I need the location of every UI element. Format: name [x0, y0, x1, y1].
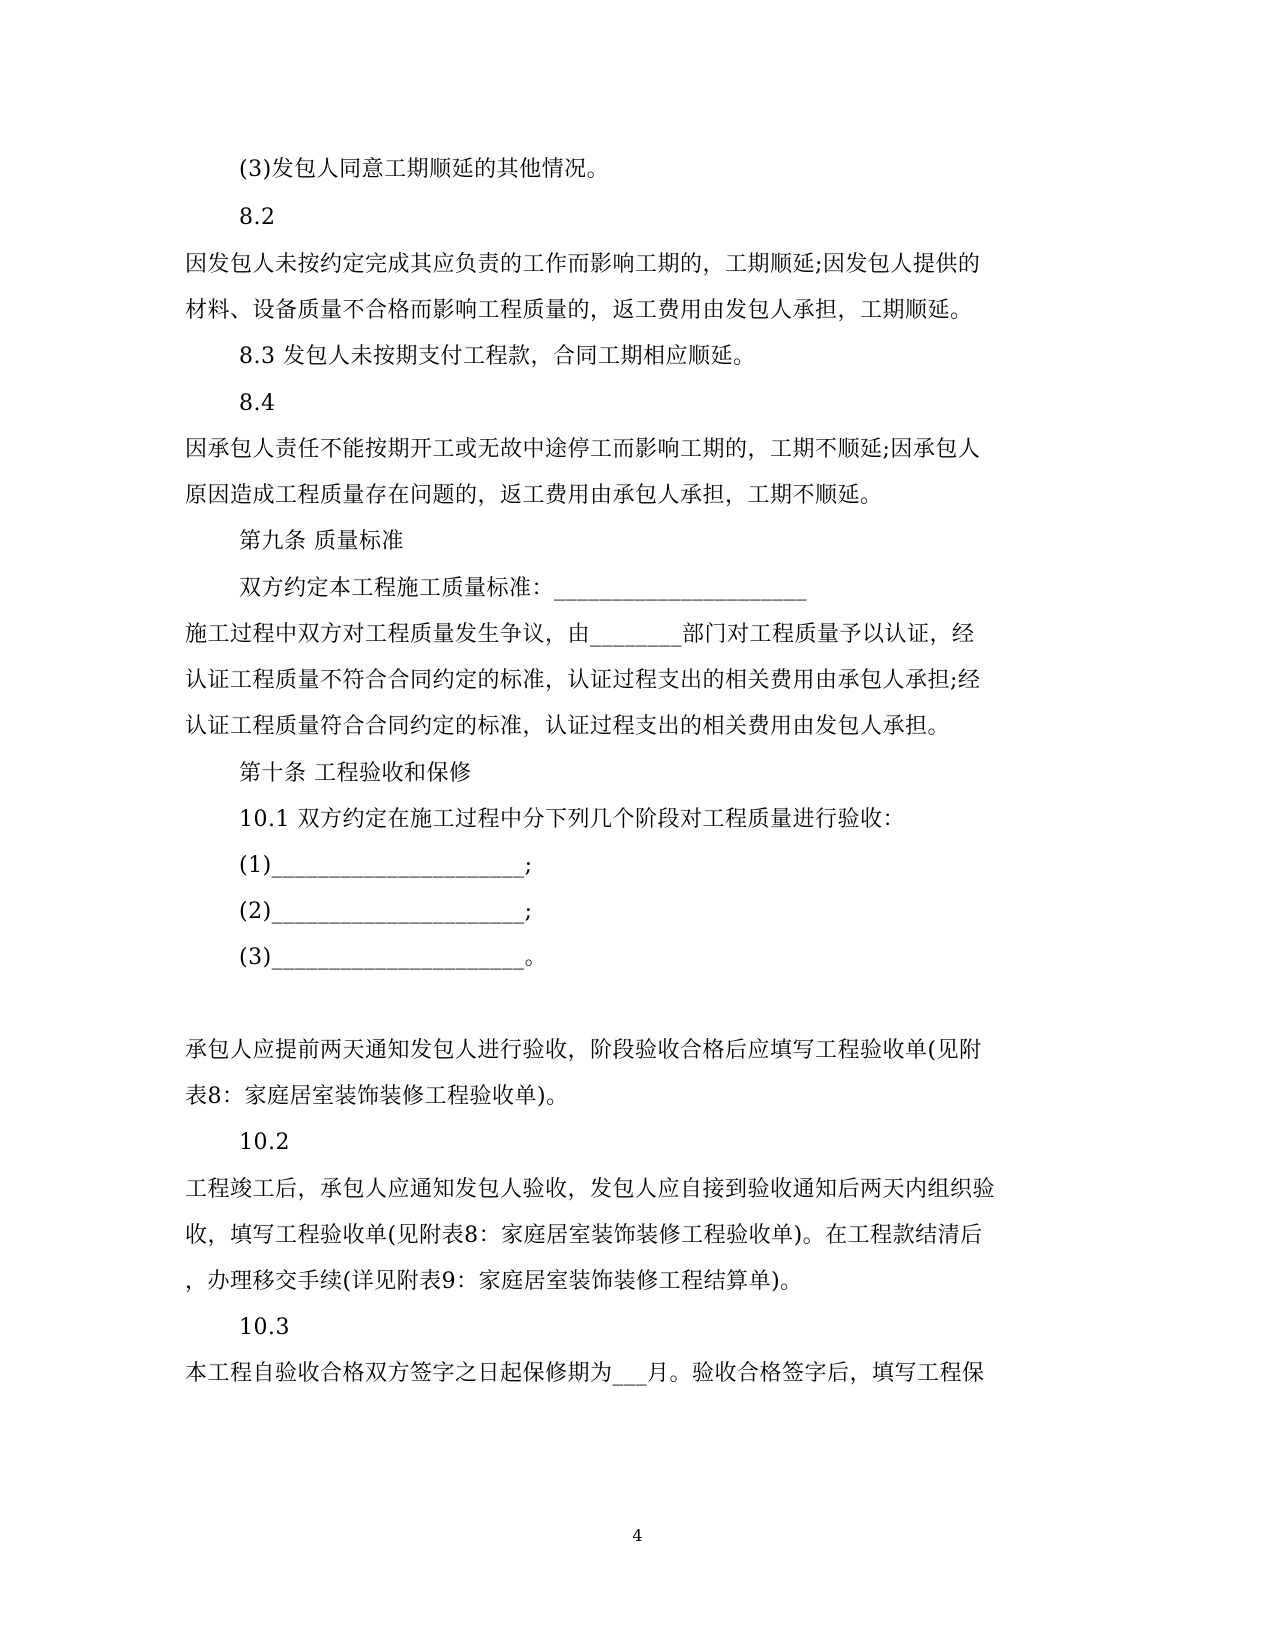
page-number: 4 — [632, 1526, 643, 1545]
text-line: 施工过程中双方对工程质量发生争议，由________部门对工程质量予以认证，经 — [185, 622, 975, 647]
text-line: 认证工程质量符合合同约定的标准，认证过程支出的相关费用由发包人承担。 — [185, 714, 951, 739]
section-number: 10.3 — [239, 1315, 290, 1340]
text-line: 表8：家庭居室装饰装修工程验收单)。 — [185, 1084, 569, 1109]
text-line: 材料、设备质量不合格而影响工程质量的，返工费用由发包人承担，工期顺延。 — [185, 298, 973, 323]
list-item: (2)______________________; — [239, 899, 533, 924]
text-line: 承包人应提前两天通知发包人进行验收，阶段验收合格后应填写工程验收单(见附 — [185, 1038, 982, 1063]
article-heading: 第十条 工程验收和保修 — [239, 761, 472, 786]
text-line: ，办理移交手续(详见附表9：家庭居室装饰装修工程结算单)。 — [185, 1269, 803, 1294]
text-line: 原因造成工程质量存在问题的，返工费用由承包人承担，工期不顺延。 — [185, 483, 883, 508]
text-line: 工程竣工后，承包人应通知发包人验收，发包人应自接到验收通知后两天内组织验 — [185, 1177, 996, 1202]
text-line: 因承包人责任不能按期开工或无故中途停工而影响工期的，工期不顺延;因承包人 — [185, 437, 981, 462]
text-line: 认证工程质量不符合合同约定的标准，认证过程支出的相关费用由承包人承担;经 — [185, 668, 981, 693]
section-number: 10.2 — [239, 1130, 290, 1155]
text-line: (3)发包人同意工期顺延的其他情况。 — [239, 157, 610, 182]
text-line: 本工程自验收合格双方签字之日起保修期为___月。验收合格签字后，填写工程保 — [185, 1361, 985, 1386]
text-line: 双方约定本工程施工质量标准：______________________ — [239, 576, 808, 601]
text-line: 收，填写工程验收单(见附表8：家庭居室装饰装修工程验收单)。在工程款结清后 — [185, 1223, 983, 1248]
text-line: 8.3 发包人未按期支付工程款，合同工期相应顺延。 — [239, 344, 756, 369]
article-heading: 第九条 质量标准 — [239, 529, 404, 554]
section-number: 8.2 — [239, 205, 276, 230]
text-line: 10.1 双方约定在施工过程中分下列几个阶段对工程质量进行验收： — [239, 807, 905, 832]
section-number: 8.4 — [239, 391, 276, 416]
text-line: 因发包人未按约定完成其应负责的工作而影响工期的，工期顺延;因发包人提供的 — [185, 252, 981, 277]
list-item: (3)______________________。 — [239, 945, 548, 970]
list-item: (1)______________________; — [239, 853, 533, 878]
